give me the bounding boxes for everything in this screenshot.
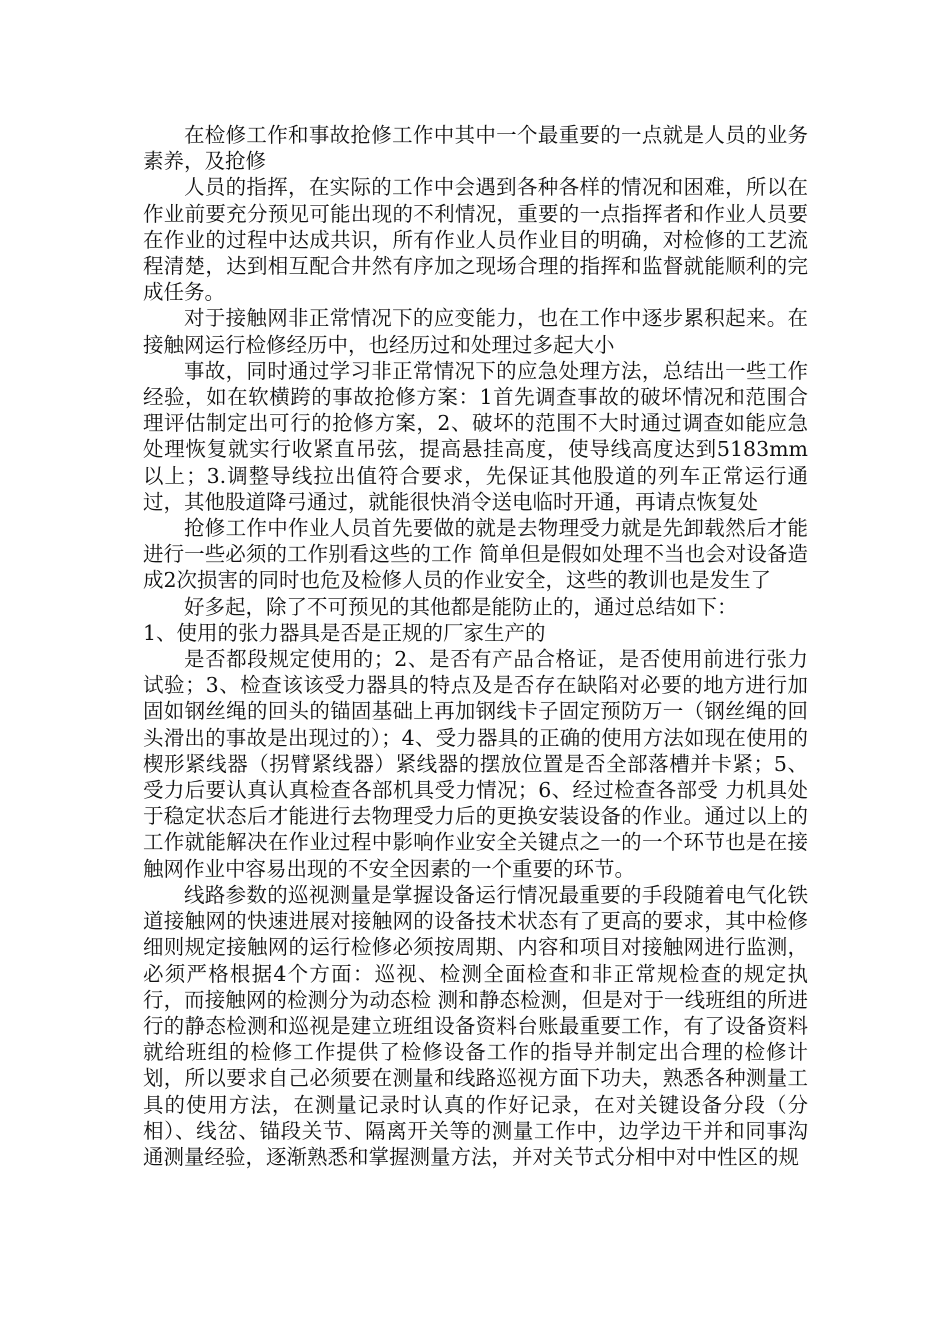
paragraph-3: 对于接触网非正常情况下的应变能力，也在工作中逐步累积起来。在接触网运行检修经历中，也经历过和处理过多起大小	[143, 306, 808, 357]
paragraph-5: 抢修工作中作业人员首先要做的就是去物理受力就是先卸载然后才能进行一些必须的工作别看这些的工作 简单但是假如处理不当也会对设备造成2次损害的同时也危及检修人员的作业安全，这些的教训也是发生了	[143, 516, 808, 593]
paragraph-8: 是否都段规定使用的；2、是否有产品合格证，是否使用前进行张力试验；3、检查该该受力器具的特点及是否存在缺陷对必要的地方进行加固如钢丝绳的回头的锚固基础上再加钢线卡子固定预防万一（钢丝绳的回头滑出的事故是出现过的）；4、受力器具的正确的使用方法如现在使用的楔形紧线器（拐臂紧线器）紧线器的摆放位置是否全部落槽并卡紧；5、受力后要认真认真检查各部机具受力情况；6、经过检查各部受 力机具处于稳定状态后才能进行去物理受力后的更换安装设备的作业。通过以上的工作就能解决在作业过程中影响作业安全关键点之一的一个环节也是在接触网作业中容易出现的不安全因素的一个重要的环节。	[143, 647, 808, 881]
paragraph-1: 在检修工作和事故抢修工作中其中一个最重要的一点就是人员的业务素养，及抢修	[143, 123, 808, 174]
paragraph-4: 事故，同时通过学习非正常情况下的应急处理方法，总结出一些工作经验，如在软横跨的事故抢修方案：1首先调查事故的破坏情况和范围合理评估制定出可行的抢修方案，2、破坏的范围不大时通过调查如能应急处理恢复就实行收紧直吊弦，提高悬挂高度，使导线高度达到5183mm以上；3.调整导线拉出值符合要求，先保证其他股道的列车正常运行通过，其他股道降弓通过，就能很快消令送电临时开通，再请点恢复处	[143, 358, 808, 514]
paragraph-2: 人员的指挥，在实际的工作中会遇到各种各样的情况和困难，所以在作业前要充分预见可能出现的不利情况，重要的一点指挥者和作业人员要在作业的过程中达成共识，所有作业人员作业目的明确，对检修的工艺流程清楚，达到相互配合井然有序加之现场合理的指挥和监督就能顺利的完成任务。	[143, 175, 808, 305]
paragraph-9: 线路参数的巡视测量是掌握设备运行情况最重要的手段随着电气化铁道接触网的快速进展对接触网的设备技术状态有了更高的要求，其中检修细则规定接触网的运行检修必须按周期、内容和项目对接触网进行监测，必须严格根据4个方面：巡视、检测全面检查和非正常规检查的规定执行，而接触网的检测分为动态检 测和静态检测，但是对于一线班组的所进行的静态检测和巡视是建立班组设备资料台账最重要工作，有了设备资料就给班组的检修工作提供了检修设备工作的指导并制定出合理的检修计划，所以要求自己必须要在测量和线路巡视方面下功夫，熟悉各种测量工具的使用方法，在测量记录时认真的作好记录，在对关键设备分段（分相）、线岔、锚段关节、隔离开关等的测量工作中，边学边干并和同事沟通测量经验，逐渐熟悉和掌握测量方法，并对关节式分相中对中性区的规	[143, 882, 808, 1169]
paragraph-6: 好多起，除了不可预见的其他都是能防止的，通过总结如下：	[184, 594, 738, 619]
paragraph-7: 1、使用的张力器具是否是正规的厂家生产的	[143, 620, 546, 645]
document-body	[143, 122, 808, 1170]
